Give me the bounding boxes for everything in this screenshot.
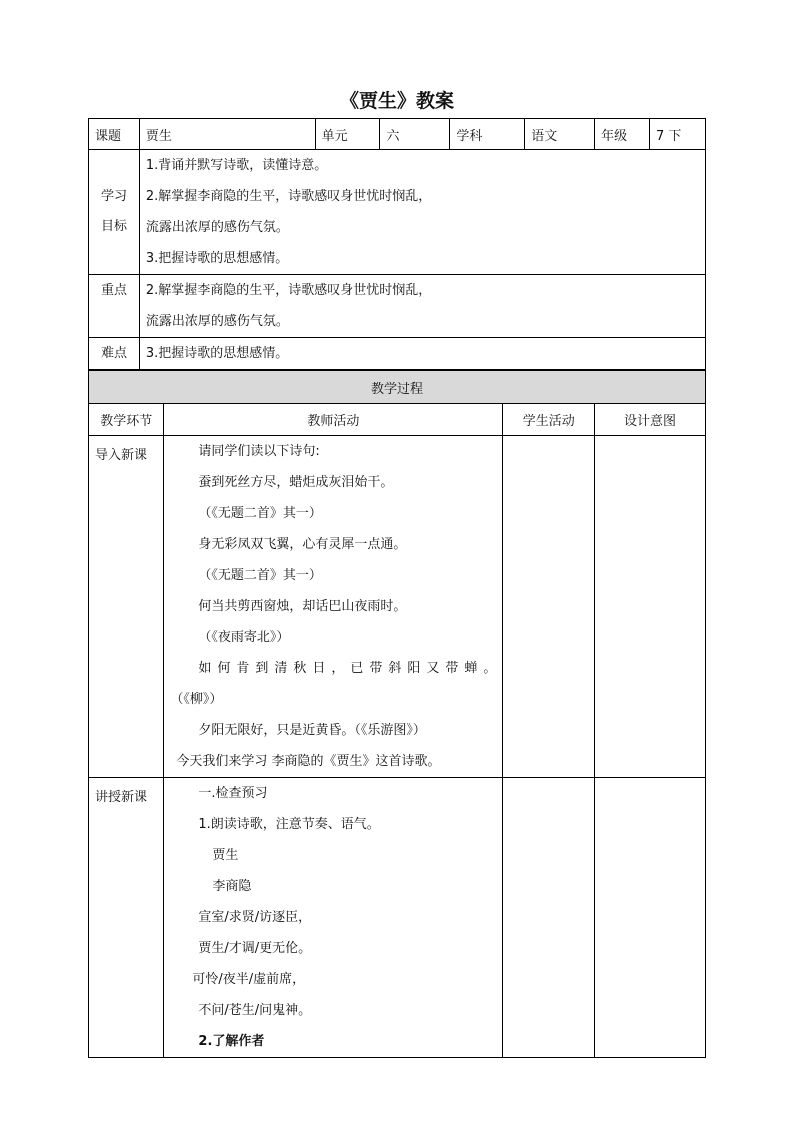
new-lesson-design-intent [595,778,706,1058]
lesson-line: 可怜/夜半/虚前席， [192,972,306,987]
goals-label [89,150,140,275]
new-lesson-teacher-activity [164,778,503,1058]
info-row [89,119,706,150]
xueke-label: 学科 [450,119,525,150]
keti-value: 贾生 [139,119,315,150]
intro-line: 如何肯到清秋日，已带斜阳又带蝉。 [198,661,503,676]
lesson-line: 一.检查预习 [198,786,268,801]
header-intent: 设计意图 [595,404,706,436]
goal-line: 2.解掌握李商隐的生平，诗歌感叹身世忧时悯乱， [145,189,432,204]
new-lesson-student-activity [503,778,595,1058]
header-student: 学生活动 [503,404,595,436]
key-points-label: 重点 [100,283,127,298]
goal-line: 3.把握诗歌的思想感情。 [145,251,289,266]
lesson-line: 1.朗读诗歌，注意节奏、语气。 [198,817,380,832]
danyuan-value: 六 [380,119,450,150]
process-header-row [89,404,706,436]
difficulty-row [89,338,706,370]
intro-stage: 导入新课 [89,436,164,778]
intro-line: （《柳》） [170,692,223,707]
intro-line: （《无题二首》其一） [198,568,322,583]
keti-label: 课题 [89,119,140,150]
lesson-line: 不问/苍生/问鬼神。 [198,1003,312,1018]
new-lesson-row [89,778,706,1058]
key-points-row [89,275,706,338]
nianji-label: 年级 [595,119,650,150]
key-point-line: 2.解掌握李商隐的生平，诗歌感叹身世忧时悯乱， [145,283,432,298]
intro-line: 何当共剪西窗烛，却话巴山夜雨时。 [198,599,407,614]
intro-line: （《无题二首》其一） [198,506,322,521]
goals-label-line2: 目标 [100,219,127,234]
xueke-value: 语文 [525,119,595,150]
intro-design-intent [595,436,706,778]
info-table [88,118,706,370]
goals-row [89,150,706,275]
difficulty-line: 3.把握诗歌的思想感情。 [145,346,289,361]
new-lesson-stage: 讲授新课 [89,778,164,1058]
goals-content [139,150,705,275]
intro-line: 今天我们来学习 李商隐的《贾生》这首诗歌。 [176,754,441,769]
page-title: 《贾生》教案 [339,90,454,112]
lesson-line: 贾生/才调/更无伦。 [198,941,312,956]
process-table [88,370,706,1058]
intro-teacher-activity [164,436,503,778]
lesson-line: 李商隐 [212,879,252,894]
danyuan-label: 单元 [315,119,380,150]
intro-student-activity [503,436,595,778]
difficulty-content [139,338,705,370]
key-point-line: 流露出浓厚的感伤气氛。 [145,314,289,329]
process-band: 教学过程 [89,371,706,404]
intro-line: （《夜雨寄北》） [198,630,290,645]
goal-line: 流露出浓厚的感伤气氛。 [145,220,289,235]
lesson-line: 宣室/求贤/访逐臣， [198,910,312,925]
goals-label-line1: 学习 [100,189,127,204]
nianji-value: 7 下 [650,119,706,150]
goal-line: 1.背诵并默写诗歌，读懂诗意。 [145,158,328,173]
key-points-content [139,275,705,338]
intro-line: 请同学们读以下诗句: [198,444,320,459]
header-teacher: 教师活动 [164,404,503,436]
lesson-line: 贾生 [212,848,239,863]
intro-line: 夕阳无限好，只是近黄昏。（《乐游图》） [198,723,426,738]
difficulty-label: 难点 [100,346,127,361]
lesson-line: 2.了解作者 [198,1034,265,1049]
intro-line: 身无彩凤双飞翼，心有灵犀一点通。 [198,537,407,552]
header-stage: 教学环节 [89,404,164,436]
intro-row [89,436,706,778]
intro-line: 蚕到死丝方尽，蜡炬成灰泪始干。 [198,475,394,490]
